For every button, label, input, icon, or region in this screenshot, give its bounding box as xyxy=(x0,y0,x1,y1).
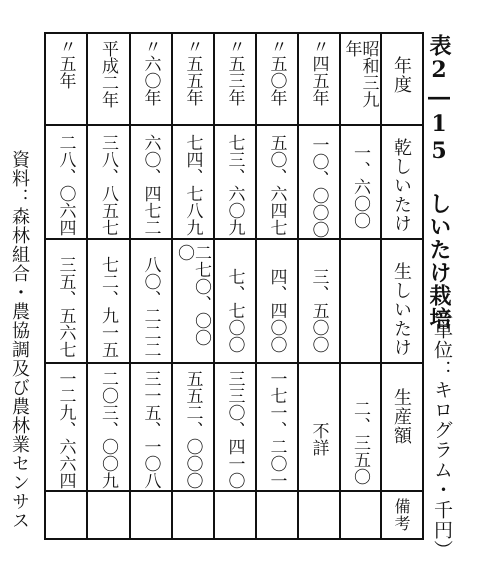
row-dried: 五〇、六四七 xyxy=(266,134,287,236)
row-value: 五五二、〇〇〇 xyxy=(182,370,203,489)
row-dried: 七三、六〇九 xyxy=(224,134,245,236)
row-value: 二〇三、〇〇九 xyxy=(98,370,118,489)
row-remarks xyxy=(44,490,86,538)
row-value: 三一五、一〇八 xyxy=(140,370,161,489)
row-dried: 三八、八五七 xyxy=(98,134,118,236)
row-value: 三三〇、四一〇 xyxy=(224,370,245,489)
row-fresh: 三、五〇〇 xyxy=(308,268,329,353)
header-value: 生産額 xyxy=(391,388,412,445)
header-dried: 乾しいたけ xyxy=(391,138,412,233)
row-fresh xyxy=(339,238,380,362)
row-fresh: 七二、九一五 xyxy=(98,256,118,358)
row-year: 〃五年 xyxy=(55,38,76,89)
header-fresh: 生しいたけ xyxy=(391,262,412,357)
row-year: 〃五五年 xyxy=(182,38,203,106)
unit-note: （単位：キログラム・千円） xyxy=(431,300,453,560)
header-remarks: 備考 xyxy=(392,498,411,532)
grid-line xyxy=(44,538,424,540)
row-remarks xyxy=(86,490,129,538)
row-value: 一七一、二〇一 xyxy=(266,370,287,489)
row-fresh: 三五、五六七 xyxy=(55,256,76,358)
row-year: 〃五〇年 xyxy=(266,38,287,106)
row-remarks xyxy=(171,490,213,538)
row-fresh: 四、四〇〇 xyxy=(266,268,287,353)
row-fresh: 八〇、二二二 xyxy=(140,256,161,358)
row-value: 一二九、六六四 xyxy=(55,370,76,489)
data-table xyxy=(44,32,424,540)
row-value: 二、三五〇 xyxy=(350,400,370,485)
row-fresh: 二七〇、〇〇〇 xyxy=(174,244,211,346)
source-note: 資料：森林組合・農協調及び農林業センサス xyxy=(9,150,30,530)
row-dried: 七四、七八九 xyxy=(182,134,203,236)
row-remarks xyxy=(297,490,339,538)
row-year: 〃五三年 xyxy=(224,38,245,106)
row-fresh: 七、七〇〇 xyxy=(224,268,245,353)
row-dried: 六〇、四七二 xyxy=(140,134,161,236)
row-value: 不詳 xyxy=(308,422,329,456)
grid-line xyxy=(422,32,424,540)
row-remarks xyxy=(213,490,255,538)
row-dried: 一〇、〇〇〇 xyxy=(308,136,329,238)
row-year: 〃四五年 xyxy=(308,38,329,106)
row-dried: 二八、〇六四 xyxy=(55,134,76,236)
row-remarks xyxy=(339,490,380,538)
row-year: 〃六〇年 xyxy=(140,38,161,106)
row-year: 平成二年 xyxy=(98,40,118,108)
row-remarks xyxy=(129,490,171,538)
table-title: 表2―15 しいたけ栽培 xyxy=(426,34,452,330)
row-dried: 一、六〇〇 xyxy=(350,144,370,229)
header-year: 年度 xyxy=(391,56,412,94)
row-remarks xyxy=(255,490,297,538)
row-year: 昭和三九年 xyxy=(341,40,379,108)
